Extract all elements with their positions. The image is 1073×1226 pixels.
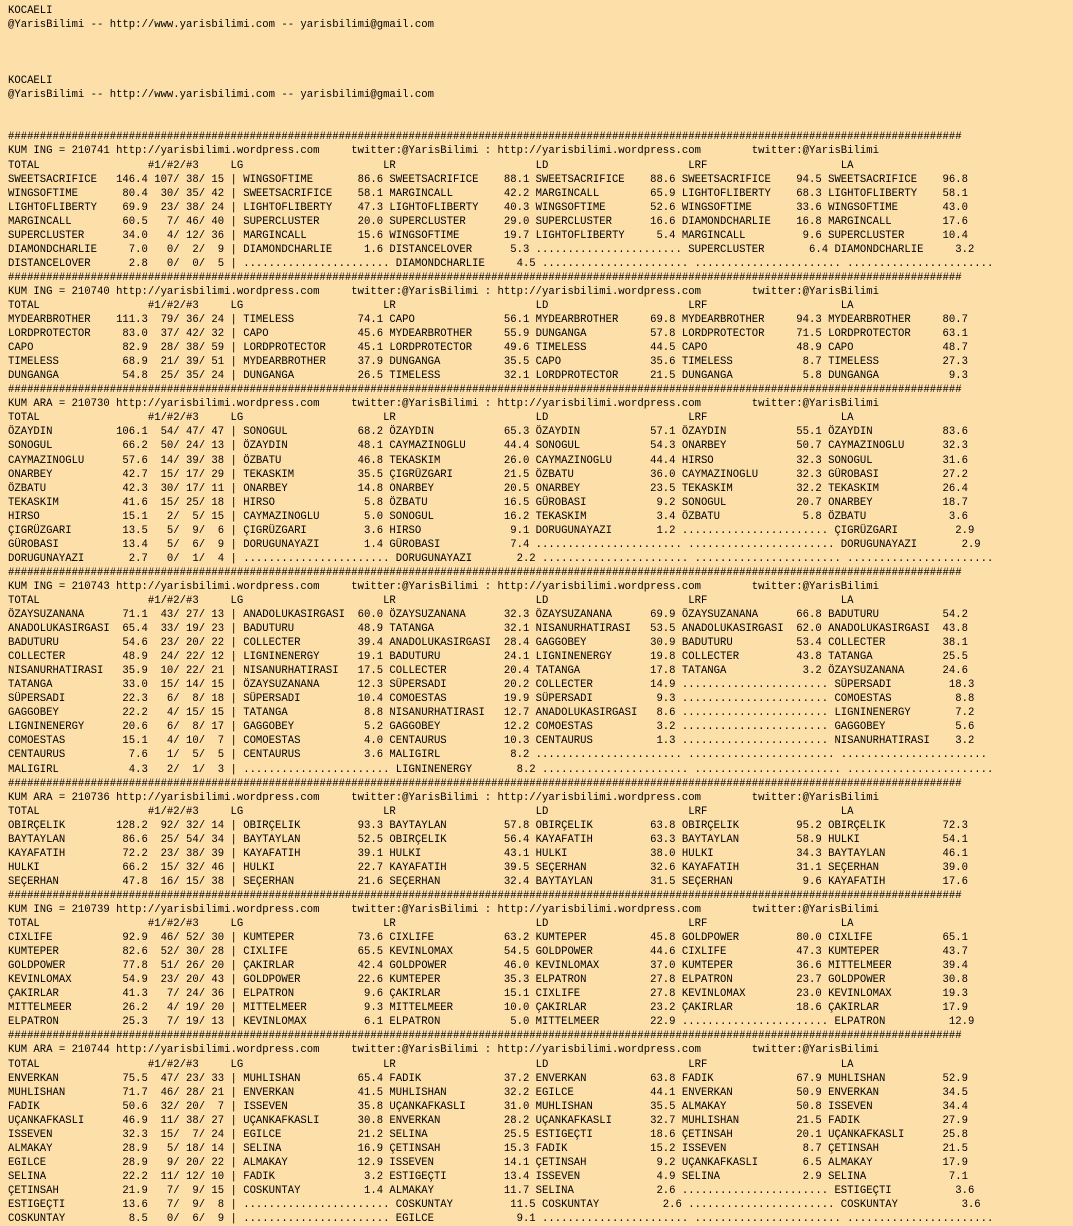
blank-line [8, 46, 1073, 60]
race-header: KUM ARA = 210744 http://yarisbilimi.wordpress.com twitter:@YarisBilimi : http://yarisbilimi.wordpress.com twitter:@YarisBilimi [8, 1044, 879, 1057]
table-row: COSKUNTAY 8.5 0/ 6/ 9 | ....................... EGILCE 9.1 ....................... ....................... ....................... [8, 1213, 994, 1226]
table-row: TATANGA 33.0 15/ 14/ 15 | ÖZAYSUZANANA 12.3 SÜPERSADI 20.2 COLLECTER 14.9 ....................... SÜPERSADI 18.3 [8, 679, 975, 692]
race-header: KUM ING = 210740 http://yarisbilimi.wordpress.com twitter:@YarisBilimi : http://yarisbilimi.wordpress.com twitter:@YarisBilimi [8, 285, 879, 298]
table-row: LORDPROTECTOR 83.0 37/ 42/ 32 | CAPO 45.6 MYDEARBROTHER 55.9 DUNGANGA 57.8 LORDPROTECTOR 71.5 LORDPROTECTOR 63.1 [8, 328, 968, 341]
table-row: LIGNINENERGY 20.6 6/ 8/ 17 | GAGGOBEY 5.2 GAGGOBEY 12.2 COMOESTAS 3.2 ....................... GAGGOBEY 5.6 [8, 721, 975, 734]
blank-line [8, 102, 1073, 116]
table-row: BAYTAYLAN 86.6 25/ 54/ 34 | BAYTAYLAN 52.5 OBIRÇELIK 56.4 KAYAFATIH 63.3 BAYTAYLAN 58.9 HULKI 54.1 [8, 833, 968, 846]
table-row: MYDEARBROTHER 111.3 79/ 36/ 24 | TIMELESS 74.1 CAPO 56.1 MYDEARBROTHER 69.8 MYDEARBROTHER 94.3 MYDEARBROTHER 80.7 [8, 314, 968, 327]
table-row: BADUTURU 54.6 23/ 20/ 22 | COLLECTER 39.4 ANADOLUKASIRGASI 28.4 GAGGOBEY 30.9 BADUTURU 53.4 COLLECTER 38.1 [8, 637, 968, 650]
table-row: UÇANKAFKASLI 46.9 11/ 38/ 27 | UÇANKAFKASLI 30.8 ENVERKAN 28.2 UÇANKAFKASLI 32.7 MUHLISHAN 21.5 FADIK 27.9 [8, 1114, 968, 1127]
table-row: KEVINLOMAX 54.9 23/ 20/ 43 | GOLDPOWER 22.6 KUMTEPER 35.3 ELPATRON 27.8 ELPATRON 23.7 GOLDPOWER 30.8 [8, 974, 968, 987]
separator-line: ###################################################################################################################################################### [8, 384, 962, 397]
separator-line: ###################################################################################################################################################### [8, 131, 962, 144]
separator-line: ###################################################################################################################################################### [8, 271, 962, 284]
table-row: MUHLISHAN 71.7 46/ 28/ 21 | ENVERKAN 41.5 MUHLISHAN 32.2 EGILCE 44.1 ENVERKAN 50.9 ENVERKAN 34.5 [8, 1086, 968, 1099]
table-row: CIXLIFE 92.9 46/ 52/ 30 | KUMTEPER 73.6 CIXLIFE 63.2 KUMTEPER 45.8 GOLDPOWER 80.0 CIXLIFE 65.1 [8, 932, 968, 945]
table-row: COLLECTER 48.9 24/ 22/ 12 | LIGNINENERGY 19.1 BADUTURU 24.1 LIGNINENERGY 19.8 COLLECTER 43.8 TATANGA 25.5 [8, 651, 968, 664]
column-header: TOTAL #1/#2/#3 LG LR LD LRF LA [8, 805, 854, 818]
table-row: ALMAKAY 28.9 5/ 18/ 14 | SELINA 16.9 ÇETINSAH 15.3 FADIK 15.2 ISSEVEN 8.7 ÇETINSAH 21.5 [8, 1142, 968, 1155]
table-row: DISTANCELOVER 2.8 0/ 0/ 5 | ....................... DIAMONDCHARLIE 4.5 ....................... ....................... ....................... [8, 257, 994, 270]
table-row: MALIGIRL 4.3 2/ 1/ 3 | ....................... LIGNINENERGY 8.2 ....................... ....................... ....................... [8, 763, 994, 776]
table-row: ISSEVEN 32.3 15/ 7/ 24 | EGILCE 21.2 SELINA 25.5 ESTIGEÇTI 18.6 ÇETINSAH 20.1 UÇANKAFKASLI 25.8 [8, 1128, 968, 1141]
table-row: ÖZAYSUZANANA 71.1 43/ 27/ 13 | ANADOLUKASIRGASI 60.0 ÖZAYSUZANANA 32.3 ÖZAYSUZANANA 69.9 ÖZAYSUZANANA 66.8 BADUTURU 54.2 [8, 609, 968, 622]
table-row: ÖZAYDIN 106.1 54/ 47/ 47 | SONOGUL 68.2 ÖZAYDIN 65.3 ÖZAYDIN 57.1 ÖZAYDIN 55.1 ÖZAYDIN 83.6 [8, 426, 968, 439]
table-row: ÇIGRÜZGARI 13.5 5/ 9/ 6 | ÇIGRÜZGARI 3.6 HIRSO 9.1 DORUGUNAYAZI 1.2 ....................... ÇIGRÜZGARI 2.9 [8, 524, 975, 537]
table-row: COMOESTAS 15.1 4/ 10/ 7 | COMOESTAS 4.0 CENTAURUS 10.3 CENTAURUS 1.3 ....................... NISANURHATIRASI 3.2 [8, 735, 975, 748]
table-row: ONARBEY 42.7 15/ 17/ 29 | TEKASKIM 35.5 ÇIGRÜZGARI 21.5 ÖZBATU 36.0 CAYMAZINOGLU 32.3 GÜROBASI 27.2 [8, 468, 968, 481]
contact-line: @YarisBilimi -- http://www.yarisbilimi.com -- yarisbilimi@gmail.com [8, 19, 434, 32]
table-row: KAYAFATIH 72.2 23/ 38/ 39 | KAYAFATIH 39.1 HULKI 43.1 HULKI 38.0 HULKI 34.3 BAYTAYLAN 46.1 [8, 847, 968, 860]
table-row: CENTAURUS 7.6 1/ 5/ 5 | CENTAURUS 3.6 MALIGIRL 8.2 ....................... ....................... ....................... [8, 749, 988, 762]
separator-line: ###################################################################################################################################################### [8, 1030, 962, 1043]
column-header: TOTAL #1/#2/#3 LG LR LD LRF LA [8, 412, 854, 425]
table-row: FADIK 50.6 32/ 20/ 7 | ISSEVEN 35.8 UÇANKAFKASLI 31.0 MUHLISHAN 35.5 ALMAKAY 50.8 ISSEVEN 34.4 [8, 1100, 968, 1113]
table-row: SUPERCLUSTER 34.0 4/ 12/ 36 | MARGINCALL 15.6 WINGSOFTIME 19.7 LIGHTOFLIBERTY 5.4 MARGINCALL 9.6 SUPERCLUSTER 10.4 [8, 229, 968, 242]
table-row: GAGGOBEY 22.2 4/ 15/ 15 | TATANGA 8.8 NISANURHATIRASI 12.7 ANADOLUKASIRGASI 8.6 ....................... LIGNINENERGY 7.2 [8, 707, 975, 720]
table-row: GOLDPOWER 77.8 51/ 26/ 20 | ÇAKIRLAR 42.4 GOLDPOWER 46.0 KEVINLOMAX 37.0 KUMTEPER 36.6 MITTELMEER 39.4 [8, 960, 968, 973]
table-row: GÜROBASI 13.4 5/ 6/ 9 | DORUGUNAYAZI 1.4 GÜROBASI 7.4 ....................... ....................... DORUGUNAYAZI 2.9 [8, 538, 981, 551]
race-header: KUM ING = 210739 http://yarisbilimi.wordpress.com twitter:@YarisBilimi : http://yarisbilimi.wordpress.com twitter:@YarisBilimi [8, 904, 879, 916]
column-header: TOTAL #1/#2/#3 LG LR LD LRF LA [8, 299, 854, 312]
column-header: TOTAL #1/#2/#3 LG LR LD LRF LA [8, 1058, 854, 1071]
table-row: SELINA 22.2 11/ 12/ 10 | FADIK 3.2 ESTIGEÇTI 13.4 ISSEVEN 4.9 SELINA 2.9 SELINA 7.1 [8, 1170, 968, 1183]
table-row: CAPO 82.9 28/ 38/ 59 | LORDPROTECTOR 45.1 LORDPROTECTOR 49.6 TIMELESS 44.5 CAPO 48.9 CAPO 48.7 [8, 342, 968, 355]
table-row: LIGHTOFLIBERTY 69.9 23/ 38/ 24 | LIGHTOFLIBERTY 47.3 LIGHTOFLIBERTY 40.3 WINGSOFTIME 52.6 WINGSOFTIME 33.6 WINGSOFTIME 43.0 [8, 201, 968, 214]
contact-line: @YarisBilimi -- http://www.yarisbilimi.com -- yarisbilimi@gmail.com [8, 89, 434, 102]
table-row: HULKI 66.2 15/ 32/ 46 | HULKI 22.7 KAYAFATIH 39.5 SEÇERHAN 32.6 KAYAFATIH 31.1 SEÇERHAN 39.0 [8, 861, 968, 874]
race-header: KUM ING = 210743 http://yarisbilimi.wordpress.com twitter:@YarisBilimi : http://yarisbilimi.wordpress.com twitter:@YarisBilimi [8, 580, 879, 593]
separator-line: ###################################################################################################################################################### [8, 566, 962, 579]
table-row: KUMTEPER 82.6 52/ 30/ 28 | CIXLIFE 65.5 KEVINLOMAX 54.5 GOLDPOWER 44.6 CIXLIFE 47.3 KUMTEPER 43.7 [8, 946, 968, 959]
table-row: OBIRÇELIK 128.2 92/ 32/ 14 | OBIRÇELIK 93.3 BAYTAYLAN 57.8 OBIRÇELIK 63.8 OBIRÇELIK 95.2 OBIRÇELIK 72.3 [8, 819, 968, 832]
table-row: TEKASKIM 41.6 15/ 25/ 18 | HIRSO 5.8 ÖZBATU 16.5 GÜROBASI 9.2 SONOGUL 20.7 ONARBEY 18.7 [8, 496, 968, 509]
race-header: KUM ARA = 210730 http://yarisbilimi.wordpress.com twitter:@YarisBilimi : http://yarisbilimi.wordpress.com twitter:@YarisBilimi [8, 398, 879, 411]
table-row: SÜPERSADI 22.3 6/ 8/ 18 | SÜPERSADI 10.4 COMOESTAS 19.9 SÜPERSADI 9.3 ....................... COMOESTAS 8.8 [8, 693, 975, 706]
table-row: SEÇERHAN 47.8 16/ 15/ 38 | SEÇERHAN 21.6 SEÇERHAN 32.4 BAYTAYLAN 31.5 SEÇERHAN 9.6 KAYAFATIH 17.6 [8, 875, 968, 888]
column-header: TOTAL #1/#2/#3 LG LR LD LRF LA [8, 594, 854, 607]
table-row: SWEETSACRIFICE 146.4 107/ 38/ 15 | WINGSOFTIME 86.6 SWEETSACRIFICE 88.1 SWEETSACRIFICE 88.6 SWEETSACRIFICE 94.5 SWEETSACRIFICE 96.8 [8, 173, 968, 186]
table-row: DIAMONDCHARLIE 7.0 0/ 2/ 9 | DIAMONDCHARLIE 1.6 DISTANCELOVER 5.3 ....................... SUPERCLUSTER 6.4 DIAMONDCHARLIE 3.2 [8, 243, 975, 256]
column-header: TOTAL #1/#2/#3 LG LR LD LRF LA [8, 918, 854, 931]
table-row: MITTELMEER 26.2 4/ 19/ 20 | MITTELMEER 9.3 MITTELMEER 10.0 ÇAKIRLAR 23.2 ÇAKIRLAR 18.6 ÇAKIRLAR 17.9 [8, 1002, 968, 1015]
table-row: ÇETINSAH 21.9 7/ 9/ 15 | COSKUNTAY 1.4 ALMAKAY 11.7 SELINA 2.6 ....................... ESTIGEÇTI 3.6 [8, 1184, 975, 1197]
table-row: ANADOLUKASIRGASI 65.4 33/ 19/ 23 | BADUTURU 48.9 TATANGA 32.1 NISANURHATIRASI 53.5 ANADOLUKASIRGASI 62.0 ANADOLUKASIRGASI 43.8 [8, 623, 968, 636]
table-row: ENVERKAN 75.5 47/ 23/ 33 | MUHLISHAN 65.4 FADIK 37.2 ENVERKAN 63.8 FADIK 67.9 MUHLISHAN 52.9 [8, 1072, 968, 1085]
blank-line [8, 32, 1073, 46]
blank-line [8, 116, 1073, 130]
column-header: TOTAL #1/#2/#3 LG LR LD LRF LA [8, 159, 854, 172]
location-title: KOCAELI [8, 75, 53, 88]
table-row: WINGSOFTIME 80.4 30/ 35/ 42 | SWEETSACRIFICE 58.1 MARGINCALL 42.2 MARGINCALL 65.9 LIGHTOFLIBERTY 68.3 LIGHTOFLIBERTY 58.1 [8, 187, 968, 200]
table-row: ELPATRON 25.3 7/ 19/ 13 | KEVINLOMAX 6.1 ELPATRON 5.0 MITTELMEER 22.9 ....................... ELPATRON 12.9 [8, 1016, 975, 1029]
table-row: DORUGUNAYAZI 2.7 0/ 1/ 4 | ....................... DORUGUNAYAZI 2.2 ....................... ....................... ....................... [8, 552, 994, 565]
table-row: ÖZBATU 42.3 30/ 17/ 11 | ONARBEY 14.8 ONARBEY 20.5 ONARBEY 23.5 TEKASKIM 32.2 TEKASKIM 26.4 [8, 482, 968, 495]
separator-line: ###################################################################################################################################################### [8, 777, 962, 790]
blank-line [8, 60, 1073, 74]
table-row: CAYMAZINOGLU 57.6 14/ 39/ 38 | ÖZBATU 46.8 TEKASKIM 26.0 CAYMAZINOGLU 44.4 HIRSO 32.3 SONOGUL 31.6 [8, 454, 968, 467]
table-row: HIRSO 15.1 2/ 5/ 15 | CAYMAZINOGLU 5.0 SONOGUL 16.2 TEKASKIM 3.4 ÖZBATU 5.8 ÖZBATU 3.6 [8, 510, 968, 523]
table-row: ESTIGEÇTI 13.6 7/ 9/ 8 | ....................... COSKUNTAY 11.5 COSKUNTAY 2.6 ....................... COSKUNTAY 3.6 [8, 1198, 981, 1211]
table-row: TIMELESS 68.9 21/ 39/ 51 | MYDEARBROTHER 37.9 DUNGANGA 35.5 CAPO 35.6 TIMELESS 8.7 TIMELESS 27.3 [8, 356, 968, 369]
table-row: ÇAKIRLAR 41.3 7/ 24/ 36 | ELPATRON 9.6 ÇAKIRLAR 15.1 CIXLIFE 27.8 KEVINLOMAX 23.0 KEVINLOMAX 19.3 [8, 988, 968, 1001]
table-row: DUNGANGA 54.8 25/ 35/ 24 | DUNGANGA 26.5 TIMELESS 32.1 LORDPROTECTOR 21.5 DUNGANGA 5.8 DUNGANGA 9.3 [8, 370, 968, 383]
separator-line: ###################################################################################################################################################### [8, 889, 962, 902]
table-row: EGILCE 28.9 9/ 20/ 22 | ALMAKAY 12.9 ISSEVEN 14.1 ÇETINSAH 9.2 UÇANKAFKASLI 6.5 ALMAKAY 17.9 [8, 1156, 968, 1169]
location-title: KOCAELI [8, 5, 53, 17]
table-row: MARGINCALL 60.5 7/ 46/ 40 | SUPERCLUSTER 20.0 SUPERCLUSTER 29.0 SUPERCLUSTER 16.6 DIAMONDCHARLIE 16.8 MARGINCALL 17.6 [8, 215, 968, 228]
race-header: KUM ARA = 210736 http://yarisbilimi.wordpress.com twitter:@YarisBilimi : http://yarisbilimi.wordpress.com twitter:@YarisBilimi [8, 791, 879, 804]
race-header: KUM ING = 210741 http://yarisbilimi.wordpress.com twitter:@YarisBilimi : http://yarisbilimi.wordpress.com twitter:@YarisBilimi [8, 145, 879, 158]
table-row: NISANURHATIRASI 35.9 10/ 22/ 21 | NISANURHATIRASI 17.5 COLLECTER 20.4 TATANGA 17.8 TATANGA 3.2 ÖZAYSUZANANA 24.6 [8, 665, 968, 678]
table-row: SONOGUL 66.2 50/ 24/ 13 | ÖZAYDIN 48.1 CAYMAZINOGLU 44.4 SONOGUL 54.3 ONARBEY 50.7 CAYMAZINOGLU 32.3 [8, 440, 968, 453]
